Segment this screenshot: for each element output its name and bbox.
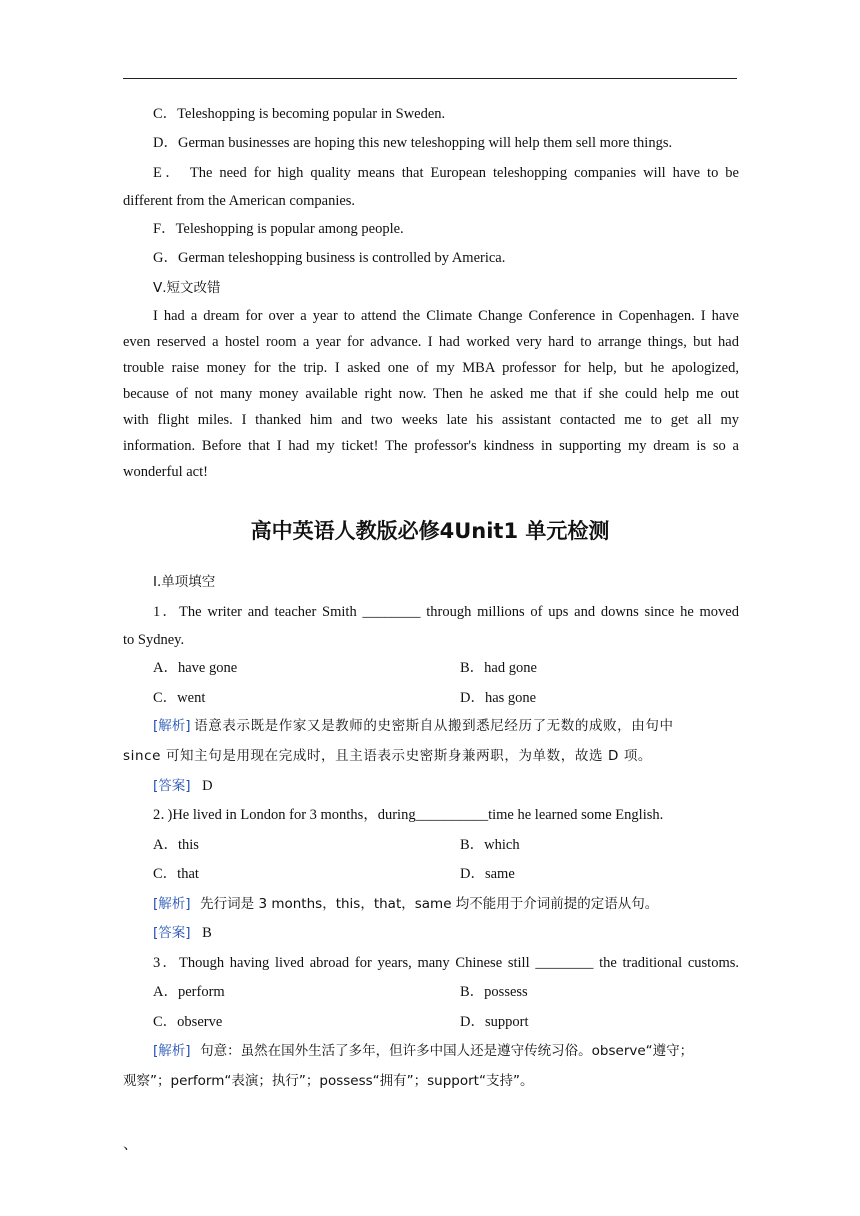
q2-option-d: D．same (460, 866, 515, 882)
analysis-tag: [解析] (153, 1043, 191, 1059)
q1-option-c: C．went (153, 690, 206, 706)
passage-line: trouble raise money for the trip. I asked one of my MBA professor for help, but he apologized, (123, 360, 739, 376)
option-c: C．Teleshopping is becoming popular in Sweden. (153, 106, 446, 122)
q2-option-a: A．this (153, 837, 199, 853)
question-1-stem: 1．The writer and teacher Smith ________ through millions of ups and downs since he moved (153, 604, 739, 620)
q1-option-a: A．have gone (153, 660, 238, 676)
header-rule (123, 78, 737, 79)
q3-analysis-cont: 观察”；perform“表演；执行”；possess“拥有”；support“支持”。 (123, 1073, 534, 1089)
passage-line: with flight miles. I thanked him and two weeks late his assistant contacted me to get all my (123, 412, 739, 428)
q3-option-b: B．possess (460, 984, 528, 1000)
option-f: F．Teleshopping is popular among people. (153, 221, 404, 237)
analysis-tag: [解析] (153, 896, 191, 912)
question-3-stem: 3．Though having lived abroad for years, many Chinese still ________ the traditional customs. (153, 955, 739, 971)
q1-option-b: B．had gone (460, 660, 537, 676)
question-2-stem: 2．)He lived in London for 3 months，during__________time he learned some English. (153, 807, 664, 823)
passage-line: because of not many money available right now. Then he asked me that if she could help me out (123, 386, 739, 402)
q3-analysis (153, 1041, 739, 1061)
passage-line: I had a dream for over a year to attend the Climate Change Conference in Copenhagen. I have (153, 308, 739, 324)
q3-option-a: A．perform (153, 984, 225, 1000)
passage-line: even reserved a hostel room a year for advance. I had worked very hard to arrange things, but had (123, 334, 739, 350)
section-1-title: Ⅰ.单项填空 (153, 574, 216, 590)
option-e: E． The need for high quality means that European teleshopping companies will have to be (153, 165, 739, 181)
section-5-title: Ⅴ.短文改错 (153, 280, 221, 296)
q3-option-d: D．support (460, 1014, 529, 1030)
question-1-stem-cont: to Sydney. (123, 632, 185, 648)
answer-tag: [答案] (153, 925, 191, 941)
analysis-tag: [解析] (153, 718, 191, 734)
answer-tag: [答案] (153, 778, 191, 794)
option-g: G．German teleshopping business is controlled by America. (153, 250, 506, 266)
q2-option-b: B．which (460, 837, 520, 853)
footer-mark: 、 (123, 1137, 138, 1153)
page-title: 高中英语人教版必修4Unit1 单元检测 (250, 519, 610, 543)
answer-value: D (202, 778, 213, 794)
analysis-text: 语意表示既是作家又是教师的史密斯自从搬到悉尼经历了无数的成败，由句中 (194, 718, 674, 734)
q3-option-c: C．observe (153, 1014, 223, 1030)
analysis-text: 句意：虽然在国外生活了多年，但许多中国人还是遵守传统习俗。observe“遵守； (200, 1043, 694, 1059)
passage-line: wonderful act! (123, 464, 208, 480)
q2-option-c: C．that (153, 866, 199, 882)
passage-line: information. Before that I had my ticket! The professor's kindness in supporting my dream is so a (123, 438, 739, 454)
q2-analysis (153, 894, 739, 914)
option-e-cont: different from the American companies. (123, 193, 356, 209)
q1-option-d: D．has gone (460, 690, 537, 706)
analysis-text: 先行词是 3 months，this，that，same 均不能用于介词前提的定语从句。 (200, 896, 659, 912)
q2-answer (153, 923, 739, 943)
option-d: D．German businesses are hoping this new teleshopping will help them sell more things. (153, 135, 673, 151)
q1-answer (153, 776, 739, 796)
q1-analysis-cont: since 可知主句是用现在完成时，且主语表示史密斯身兼两职，为单数，故选 D 项。 (123, 748, 653, 764)
answer-value: B (202, 925, 212, 941)
q1-analysis (153, 716, 739, 736)
